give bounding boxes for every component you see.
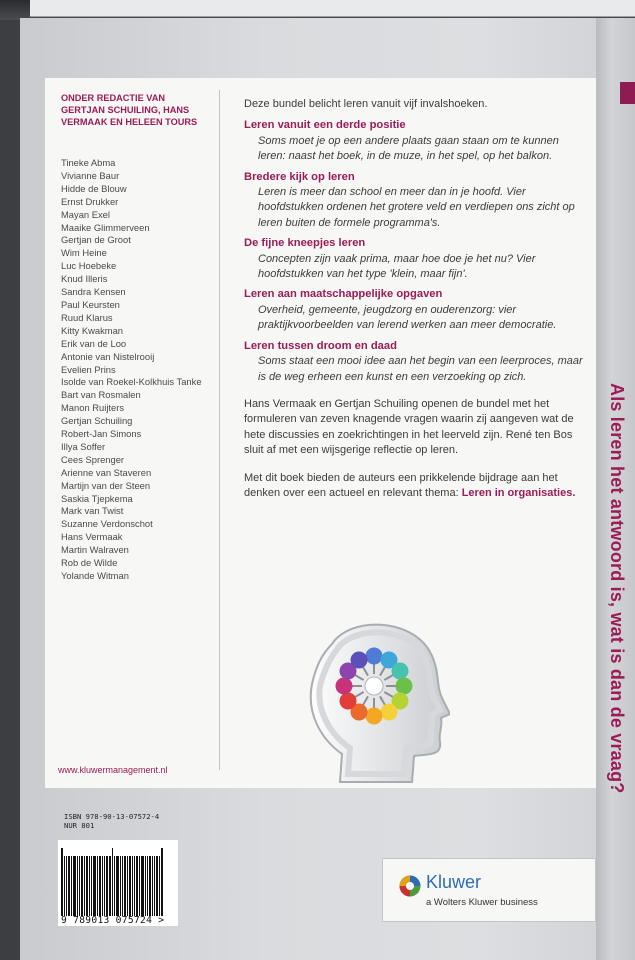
author-name: Antonie van Nistelrooij <box>61 350 155 362</box>
barcode-bar <box>112 848 113 916</box>
section-body: Soms moet je op een andere plaats gaan staan om te kunnen leren: naast het boek, in de muze, in het spel, op het balkon. <box>258 134 559 163</box>
barcode-bar <box>93 856 96 916</box>
barcode-bar <box>68 856 70 916</box>
barcode <box>58 840 178 916</box>
barcode-bar <box>129 856 131 916</box>
author-name: Evelien Prins <box>61 363 116 375</box>
main-text <box>244 97 589 501</box>
publisher-name: Kluwer <box>426 872 482 892</box>
author-name: Luc Hoebeke <box>61 260 117 272</box>
barcode-bar <box>106 856 108 916</box>
spine-title: Als leren het antwoord is, wat is dan de vraag? <box>607 383 627 794</box>
barcode-area <box>58 812 178 926</box>
lightbulb <box>391 663 408 680</box>
section-title: De fijne kneepjes leren <box>244 237 366 250</box>
barcode-bar <box>89 856 90 916</box>
barcode-bar <box>145 856 146 916</box>
author-name: Hans Vermaak <box>61 531 123 543</box>
section-title: Leren tussen droom en daad <box>244 339 397 352</box>
barcode-bar <box>134 856 135 916</box>
section-body: Concepten zijn vaak prima, maar hoe doe je het nu? Vier hoofdstukken van het type 'klein, maar fijn'. <box>258 252 536 281</box>
author-name: Knud Illeris <box>61 273 108 285</box>
barcode-bar <box>97 856 98 916</box>
paragraph-theme <box>244 471 589 502</box>
publisher-box <box>382 858 596 922</box>
author-name: Erik van de Loo <box>61 337 127 349</box>
lightbulb <box>336 678 353 695</box>
spine-accent-mark <box>620 82 635 104</box>
barcode-bar <box>141 856 144 916</box>
author-name: Kitty Kwakman <box>61 324 123 336</box>
author-name: Mayan Exel <box>61 208 110 220</box>
intro-text: Deze bundel belicht leren vanuit vijf invalshoeken. <box>244 98 488 110</box>
publisher-tagline: a Wolters Kluwer business <box>426 897 538 908</box>
barcode-bar <box>91 856 92 916</box>
paragraph-editors: Hans Vermaak en Gertjan Schuiling openen de bundel met het formuleren van zeven knagende vragen waarin zij aangeven wat de hete discussies en zoekrichtingen in het leerveld zijn. René ten Bos sluit af met een wijsgerige reflectie op leren. <box>244 397 574 457</box>
author-name: Manon Ruijters <box>61 402 125 414</box>
theme-highlight: Leren in organisaties. <box>461 486 576 499</box>
author-name: Sandra Kensen <box>61 286 126 298</box>
author-name: Maaike Glimmerveen <box>61 221 150 233</box>
barcode-bar <box>154 856 155 916</box>
lightbulb <box>381 703 398 720</box>
book-top-edge <box>30 0 635 17</box>
barcode-bar <box>81 856 83 916</box>
nur-text: NUR 801 <box>64 821 95 830</box>
barcode-bar <box>116 856 119 916</box>
author-name: Illya Soffer <box>61 440 106 452</box>
author-name: Ruud Klarus <box>61 311 113 323</box>
lightbulb <box>340 693 357 710</box>
section-body: Soms staat een mooi idee aan het begin van een leerproces, maar is de weg erheen een kunst en een verzoeking op zich. <box>258 355 583 383</box>
barcode-bar <box>120 856 121 916</box>
author-name: Rob de Wilde <box>61 557 118 569</box>
section-body: Overheid, gemeente, jeugdzorg en ouderenzorg: vier praktijkvoorbeelden van lerend werken aan meer democratie. <box>258 303 557 332</box>
barcode-bar <box>149 856 151 916</box>
author-name: Wim Heine <box>61 247 107 259</box>
barcode-bar <box>147 856 148 916</box>
author-name: Robert-Jan Simons <box>61 428 142 440</box>
barcode-bar <box>84 856 85 916</box>
section-title: Bredere kijk op leren <box>244 170 355 183</box>
author-name: Suzanne Verdonschot <box>61 518 153 530</box>
author-name: Isolde van Roekel-Kolkhuis Tanke <box>61 376 202 388</box>
barcode-bar <box>104 856 105 916</box>
barcode-bar <box>152 856 153 916</box>
sections <box>244 118 589 385</box>
author-name: Yolande Witman <box>61 570 129 581</box>
barcode-bar <box>64 856 65 916</box>
barcode-bar <box>77 856 78 916</box>
author-name: Martijn van der Steen <box>61 479 151 491</box>
author-name: Martin Walraven <box>61 544 129 556</box>
author-name: Mark van Twist <box>61 505 124 517</box>
barcode-bar <box>132 856 133 916</box>
barcode-bar <box>139 856 140 916</box>
barcode-bar <box>66 856 67 916</box>
barcode-bar <box>79 856 80 916</box>
barcode-bar <box>136 856 138 916</box>
author-name: Saskia Tjepkema <box>61 492 133 504</box>
section-body: Leren is meer dan school en meer dan in je hoofd. Vier hoofdstukken ordenen het grotere veld en verdiepen ons zicht op leren buiten de formele programma's. <box>258 186 575 229</box>
lightbulb <box>396 678 413 695</box>
section-title: Leren aan maatschappelijke opgaven <box>244 288 443 301</box>
section-title: Leren vanuit een derde positie <box>244 119 406 132</box>
author-name: Paul Keursten <box>61 298 120 310</box>
barcode-bar <box>161 848 163 916</box>
barcode-bar <box>99 856 101 916</box>
lightbulb <box>366 708 383 725</box>
barcode-bar <box>102 856 103 916</box>
author-name: Ernst Drukker <box>61 195 119 207</box>
author-name: Bart van Rosmalen <box>61 389 141 401</box>
head-with-lightbulbs-illustration <box>300 614 450 784</box>
kluwer-logo-icon <box>399 875 421 897</box>
author-name: Cees Sprenger <box>61 453 125 465</box>
barcode-bar <box>86 856 88 916</box>
lightbulb <box>351 652 368 669</box>
barcode-number: 9 789013 075724 > <box>58 915 178 926</box>
theme-text: Met dit boek bieden de auteurs een prikkelende bijdrage aan het denken over een actueel en relevant thema: <box>244 471 558 499</box>
barcode-bar <box>127 856 128 916</box>
barcode-bar <box>114 856 115 916</box>
barcode-bar <box>61 848 63 916</box>
author-name: Tineke Abma <box>61 157 116 168</box>
author-name: Gertjan de Groot <box>61 234 131 246</box>
barcode-bar <box>159 856 160 916</box>
barcode-bar <box>73 856 76 916</box>
editors-heading: ONDER REDACTIE VAN GERTJAN SCHUILING, HANS VERMAAK EN HELEEN TOURS <box>61 93 198 127</box>
lightbulb <box>366 648 383 665</box>
author-name: Vivianne Baur <box>61 169 120 181</box>
barcode-bar <box>71 856 72 916</box>
barcode-bar <box>156 856 158 916</box>
website-link[interactable]: www.kluwermanagement.nl <box>58 765 168 775</box>
barcode-bar <box>122 856 123 916</box>
author-name: Gertjan Schuiling <box>61 415 133 427</box>
barcode-bar <box>124 856 126 916</box>
isbn-text: ISBN 978-90-13-07572-4 <box>64 812 160 821</box>
author-name: Hidde de Blouw <box>61 182 127 194</box>
author-name: Arienne van Staveren <box>61 466 152 478</box>
barcode-bar <box>109 856 111 916</box>
authors-list <box>61 157 221 583</box>
